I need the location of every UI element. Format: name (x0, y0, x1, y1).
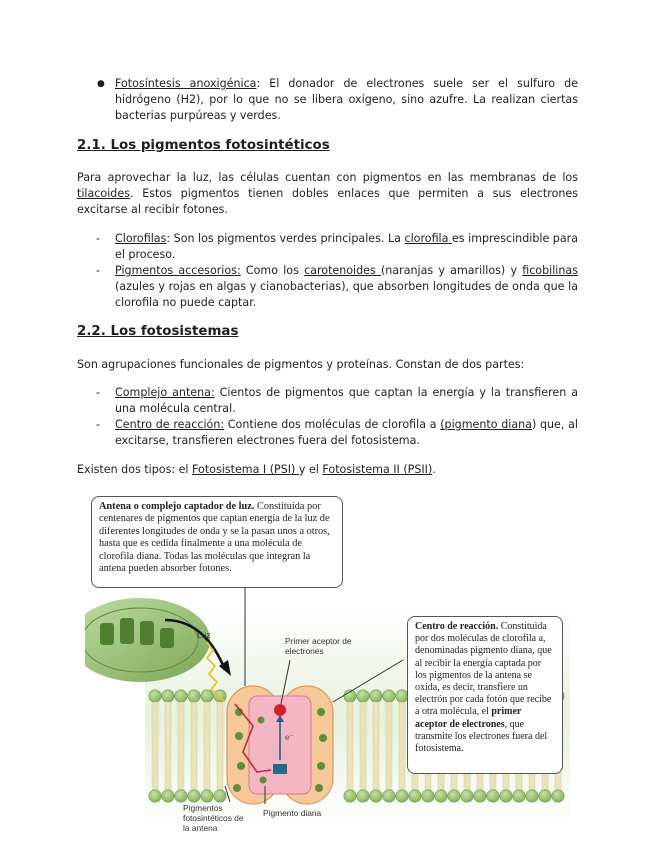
lipid-head (149, 790, 161, 802)
lipid-head (552, 790, 564, 802)
lipid-head (474, 790, 486, 802)
photosystem-complex (227, 686, 333, 804)
list-item-antena (115, 385, 578, 417)
target-pigment (273, 764, 287, 774)
clorofilas-text-b: es imprescindible para el proceso. (115, 232, 579, 261)
dash-marker: - (96, 232, 101, 245)
label-luz: Luz (197, 630, 211, 640)
accesorios-text-c: (azules y rojas en algas y cianobacterias), que absorben longitudes de onda que la clorofila no puede captar. (115, 280, 578, 309)
lipid-tail (165, 702, 171, 790)
lipid-tail (217, 702, 223, 790)
link-clorofila: clorofila (404, 232, 452, 245)
lipid-head (409, 790, 421, 802)
tipos-text-c: . (432, 463, 436, 476)
link-psii: Fotosistema II (PSII) (322, 463, 433, 476)
link-psi: Fotosistema I (PSI) (192, 463, 299, 476)
paragraph-anoxigenica (115, 76, 578, 124)
accesorios-text-b: (naranjas y amarillos) y (380, 264, 523, 277)
term-clorofilas: Clorofilas (115, 232, 167, 245)
centro-text-b: ) que, al excitarse, transfieren electrones fuera del fotosistema. (115, 418, 578, 447)
lipid-head (201, 690, 213, 702)
lipid-tail (178, 702, 184, 790)
tipos-text-a: Existen dos tipos: el (77, 463, 193, 476)
lipid-head (344, 790, 356, 802)
centro-description-b: , que transmite los electrones fuera del fotosistema. (415, 718, 548, 755)
label-pigmento-diana: Pigmento diana (263, 808, 322, 818)
term-accesorios: Pigmentos accesorios: (115, 264, 241, 277)
centro-description-a: Constituida por dos moléculas de clorofila a, denominadas pigmento diana, que al recibir la energía captada por los pigmentos de la antena se oxida, es decir, transfiere un electrón por cada fotón que recibe a otra molécula, el (415, 621, 552, 718)
lipid-tail (373, 702, 379, 790)
dash-marker: - (96, 418, 101, 431)
antena-title: Antena o complejo captador de luz. (99, 501, 255, 512)
callout-centro (407, 616, 563, 774)
lipid-head (383, 790, 395, 802)
lipid-head (370, 690, 382, 702)
label-primer-aceptor: Primer aceptor de electrones (285, 636, 352, 656)
intro-text-a: Para aprovechar la luz, las células cuentan con pigmentos en las membranas de los (77, 171, 578, 184)
list-item-clorofilas (115, 231, 578, 263)
lipid-head (435, 790, 447, 802)
intro-text-b: . Estos pigmentos tienen dobles enlaces que permiten a sus electrones excitarse al recibir fotones. (77, 187, 578, 216)
link-pigmento-diana: (pigmento diana (440, 418, 532, 431)
link-ficobilinas: ficobilinas (522, 264, 578, 277)
lipid-head (383, 690, 395, 702)
lipid-head (175, 690, 187, 702)
lipid-head (201, 790, 213, 802)
lipid-head (175, 790, 187, 802)
term-complejo-antena: Complejo antena: (115, 386, 215, 399)
accesorios-text-a: Como los (240, 264, 305, 277)
lipid-head (370, 790, 382, 802)
paragraph-fotosistemas-intro: Son agrupaciones funcionales de pigmentos y proteínas. Constan de dos partes: (77, 358, 525, 371)
lipid-head (149, 690, 161, 702)
lipid-head (487, 790, 499, 802)
heading-pigmentos: 2.1. Los pigmentos fotosintéticos (77, 138, 330, 153)
lipid-head (526, 790, 538, 802)
lipid-tail (191, 702, 197, 790)
lipid-head (188, 690, 200, 702)
lipid-head (500, 790, 512, 802)
paragraph-pigmentos-intro (77, 170, 578, 218)
lipid-tail (152, 702, 158, 790)
label-electron: e⁻ (285, 732, 295, 742)
antena-description: Constituida por centenares de pigmentos que captan energía de la luz de diferentes longitudes de onda y se la pasan unos a otros, hasta que es cedida finalmente a una molécula de clorofila diana. Todas las moléculas que integran la antena pueden absorber fotones. (99, 501, 330, 575)
clorofilas-text-a: : Son los pigmentos verdes principales. La (166, 232, 405, 245)
lipid-tail (360, 702, 366, 790)
lipid-tail (399, 702, 405, 790)
term-centro-reaccion: Centro de reacción: (115, 418, 225, 431)
lipid-head (357, 690, 369, 702)
lipid-head (396, 790, 408, 802)
lipid-tail (204, 702, 210, 790)
heading-fotosistemas: 2.2. Los fotosistemas (77, 324, 239, 339)
paragraph-tipos (77, 462, 578, 478)
antena-text: Cientos de pigmentos que captan la energía y la transfieren a una molécula central. (115, 386, 578, 415)
lipid-head (162, 790, 174, 802)
lipid-head (188, 790, 200, 802)
tipos-text-b: y el (298, 463, 323, 476)
lipid-head (422, 790, 434, 802)
dash-marker: - (96, 386, 101, 399)
centro-primer-aceptor: primer aceptor de electrones (415, 706, 522, 730)
centro-text-a: Contiene dos moléculas de clorofila a (224, 418, 441, 431)
list-item-centro (115, 417, 578, 449)
primary-acceptor (274, 704, 286, 716)
centro-title: Centro de reacción. (415, 621, 499, 632)
callout-antena (91, 496, 343, 588)
link-tilacoides: tilacoides (77, 187, 130, 200)
lipid-head (513, 790, 525, 802)
lipid-head (162, 690, 174, 702)
lipid-head (539, 790, 551, 802)
lipid-head (214, 790, 226, 802)
lipid-tail (347, 702, 353, 790)
lipid-head (461, 790, 473, 802)
label-pigmentos-antena: Pigmentos fotosintéticos de la antena (183, 803, 244, 833)
lipid-head (448, 790, 460, 802)
bullet-dot: ● (97, 79, 105, 89)
dash-marker: - (96, 264, 101, 277)
term-anoxigenica: Fotosíntesis anoxigénica (115, 77, 257, 90)
lipid-head (357, 790, 369, 802)
photosystem-figure (85, 490, 570, 840)
anoxigenica-text: : El donador de electrones suele ser el sulfuro de hidrógeno (H2), por lo que no se libera oxígeno, sino azufre. La realizan ciertas bacterias purpúreas y verdes. (115, 77, 578, 122)
link-carotenoides: carotenoides (304, 264, 381, 277)
list-item-accesorios (115, 263, 578, 311)
lipid-tail (386, 702, 392, 790)
